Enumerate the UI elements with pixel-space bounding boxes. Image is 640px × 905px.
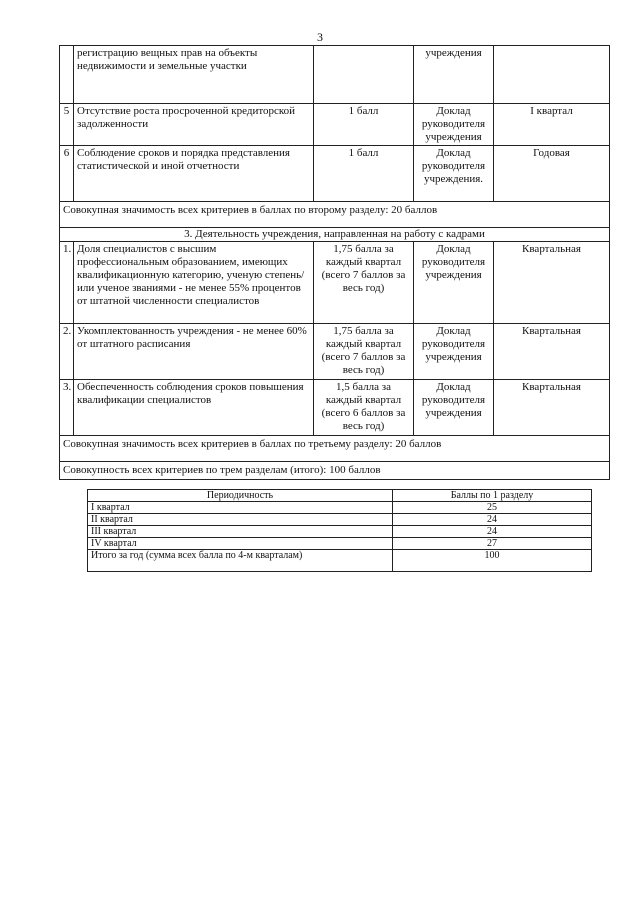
row-number bbox=[60, 46, 74, 104]
table-row bbox=[60, 46, 610, 104]
period-value: 24 bbox=[393, 526, 592, 538]
table-row bbox=[60, 324, 610, 380]
criterion-cell: Доля специалистов с высшим профессиональным образованием, имеющих квалификационную категорию, ученую степень/или ученое званиями - не менее 55% процентов от штатной численности специалистов bbox=[74, 242, 314, 324]
table-row bbox=[88, 526, 592, 538]
section-summary-row bbox=[60, 436, 610, 462]
period-cell: Квартальная bbox=[494, 324, 610, 380]
score-cell: 1 балл bbox=[314, 104, 414, 146]
table-row bbox=[88, 538, 592, 550]
document-cell: Доклад руководителя учреждения bbox=[414, 380, 494, 436]
criterion-cell: Укомплектованность учреждения - не менее 60% от штатного расписания bbox=[74, 324, 314, 380]
score-cell bbox=[314, 46, 414, 104]
criterion-cell: Обеспеченность соблюдения сроков повышения квалификации специалистов bbox=[74, 380, 314, 436]
total-summary-row bbox=[60, 462, 610, 480]
page-number: 3 bbox=[317, 30, 323, 44]
table-row bbox=[60, 146, 610, 202]
table-row bbox=[60, 380, 610, 436]
table-row bbox=[60, 242, 610, 324]
total-summary: Совокупность всех критериев по трем разделам (итого): 100 баллов bbox=[60, 462, 610, 480]
document-cell: Доклад руководителя учреждения bbox=[414, 104, 494, 146]
criterion-cell: Отсутствие роста просроченной кредиторской задолженности bbox=[74, 104, 314, 146]
score-cell: 1,75 балла за каждый квартал (всего 7 баллов за весь год) bbox=[314, 324, 414, 380]
row-number: 3. bbox=[60, 380, 74, 436]
section3-summary: Совокупная значимость всех критериев в баллах по третьему разделу: 20 баллов bbox=[60, 436, 610, 462]
document-cell: Доклад руководителя учреждения bbox=[414, 324, 494, 380]
periods-header-label: Периодичность bbox=[88, 490, 393, 502]
criteria-table bbox=[59, 45, 610, 480]
period-cell bbox=[494, 46, 610, 104]
period-cell: Годовая bbox=[494, 146, 610, 202]
document-cell: Доклад руководителя учреждения bbox=[414, 242, 494, 324]
period-value: 100 bbox=[393, 550, 592, 572]
table-row bbox=[88, 502, 592, 514]
period-cell: Квартальная bbox=[494, 242, 610, 324]
period-label: III квартал bbox=[88, 526, 393, 538]
criterion-cell: регистрацию вещных прав на объекты недвижимости и земельные участки bbox=[74, 46, 314, 104]
row-number: 1. bbox=[60, 242, 74, 324]
row-number: 5 bbox=[60, 104, 74, 146]
section2-summary: Совокупная значимость всех критериев в баллах по второму разделу: 20 баллов bbox=[60, 202, 610, 228]
period-value: 27 bbox=[393, 538, 592, 550]
period-value: 25 bbox=[393, 502, 592, 514]
table-row bbox=[88, 514, 592, 526]
periods-header-row bbox=[88, 490, 592, 502]
document-cell: учреждения bbox=[414, 46, 494, 104]
score-cell: 1,5 балла за каждый квартал (всего 6 баллов за весь год) bbox=[314, 380, 414, 436]
period-value: 24 bbox=[393, 514, 592, 526]
document-cell: Доклад руководителя учреждения. bbox=[414, 146, 494, 202]
row-number: 2. bbox=[60, 324, 74, 380]
period-cell: I квартал bbox=[494, 104, 610, 146]
table-row bbox=[60, 104, 610, 146]
period-label: IV квартал bbox=[88, 538, 393, 550]
period-label: Итого за год (сумма всех балла по 4-м кварталам) bbox=[88, 550, 393, 572]
periods-table bbox=[87, 489, 592, 572]
section3-title: 3. Деятельность учреждения, направленная на работу с кадрами bbox=[60, 228, 610, 242]
period-label: I квартал bbox=[88, 502, 393, 514]
period-cell: Квартальная bbox=[494, 380, 610, 436]
score-cell: 1 балл bbox=[314, 146, 414, 202]
criterion-cell: Соблюдение сроков и порядка представления статистической и иной отчетности bbox=[74, 146, 314, 202]
score-cell: 1,75 балла за каждый квартал (всего 7 баллов за весь год) bbox=[314, 242, 414, 324]
section-header-row bbox=[60, 228, 610, 242]
periods-header-value: Баллы по 1 разделу bbox=[393, 490, 592, 502]
table-row bbox=[88, 550, 592, 572]
section-summary-row bbox=[60, 202, 610, 228]
row-number: 6 bbox=[60, 146, 74, 202]
period-label: II квартал bbox=[88, 514, 393, 526]
